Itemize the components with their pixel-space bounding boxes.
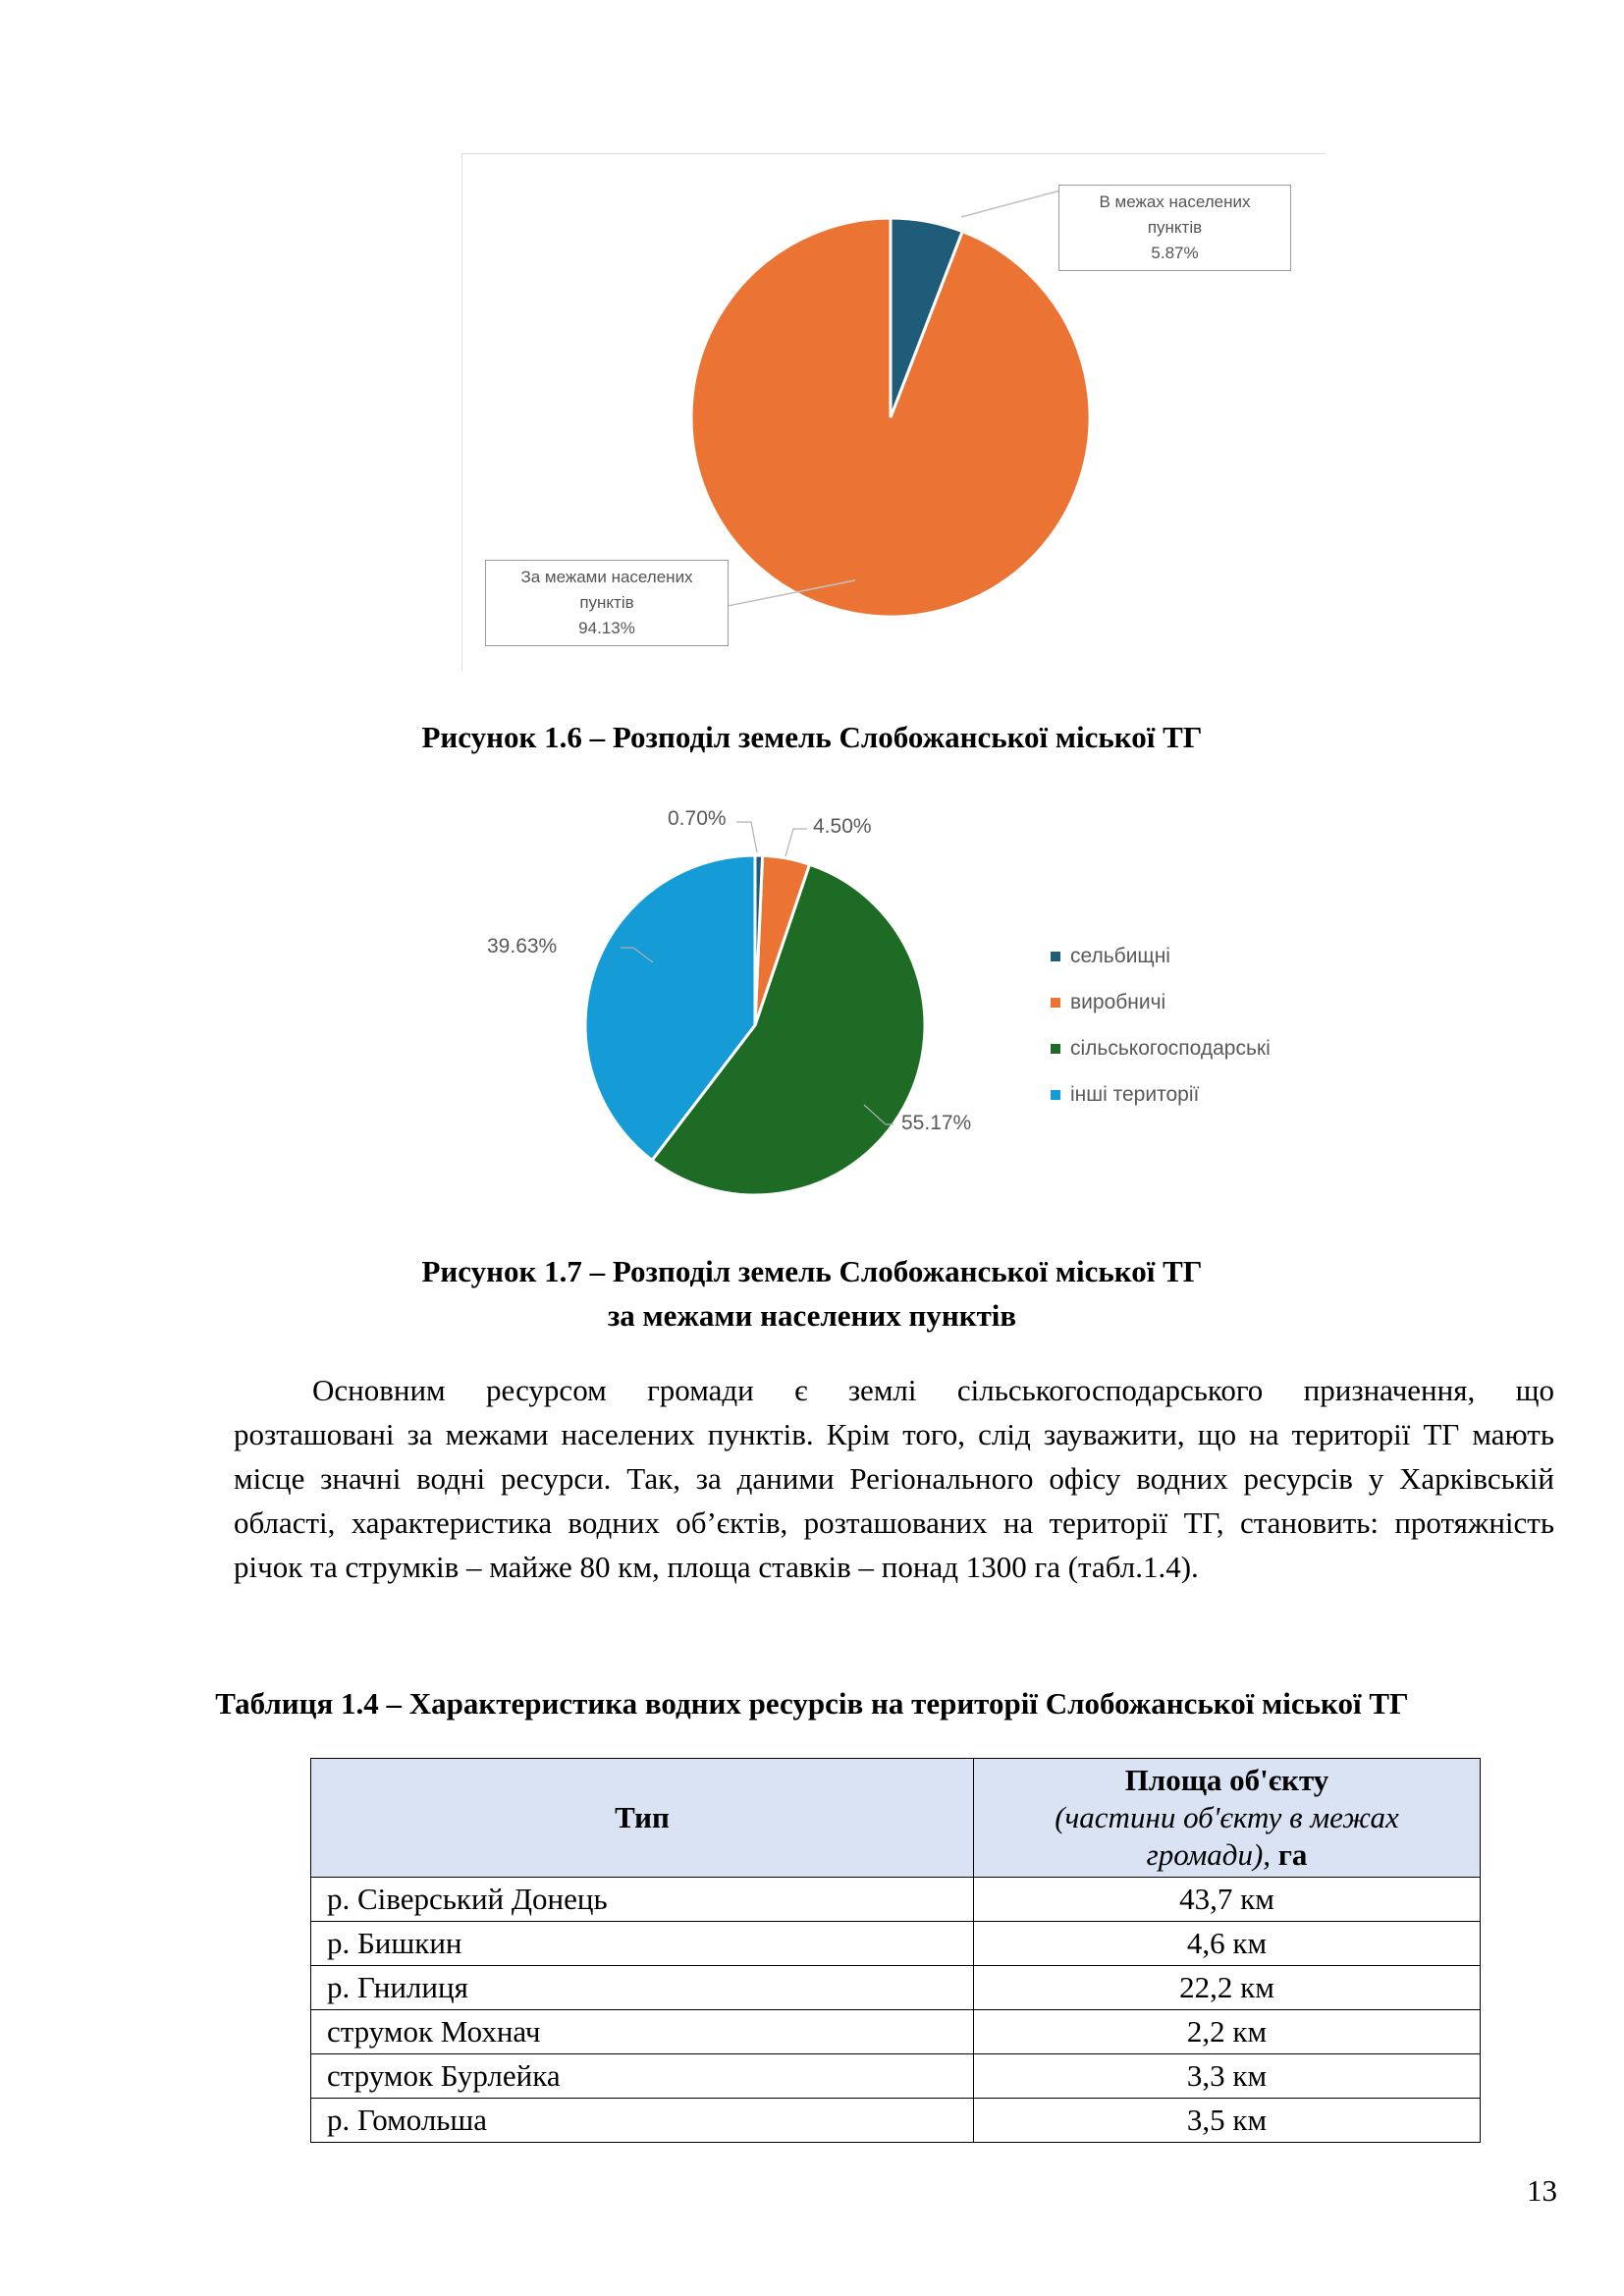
table-body	[311, 1878, 1481, 2143]
header-area-main: Площа об'єкту	[1124, 1763, 1329, 1797]
legend-label: виробничі	[1070, 990, 1166, 1013]
page-number: 13	[1527, 2173, 1557, 2208]
legend-swatch	[1051, 952, 1060, 961]
table-row	[311, 2010, 1481, 2054]
callout-leader-line	[961, 188, 1071, 217]
callout-outside-settlements	[485, 560, 729, 646]
cell-value: 43,7 км	[974, 1878, 1481, 1922]
legend-swatch	[1051, 1044, 1060, 1054]
slice-label: 0.70%	[668, 807, 727, 830]
legend-label: інші території	[1070, 1082, 1200, 1106]
paragraph-rest: розташовані за межами населених пунктів. Крім того, слід зауважити, що на території ТГ мають місце значні водні ресурси. Так, за даними Регіонального офісу водних ресурсів у Харківській області, характеристика водних об’єктів, розташованих на території ТГ, становить: протяжність річок та струмків – майже 80 км, площа ставків – понад 1300 га (табл.1.4).	[234, 1417, 1554, 1584]
paragraph-first-line: Основним ресурсом громади є землі сільськогосподарського призначення, що	[312, 1373, 1554, 1407]
legend-swatch	[1051, 1090, 1060, 1100]
table-row	[311, 1966, 1481, 2010]
cell-value: 22,2 км	[974, 1966, 1481, 2010]
table-row	[311, 1878, 1481, 1922]
body-paragraph	[234, 1368, 1554, 1589]
header-area	[974, 1759, 1481, 1878]
cell-type: струмок Мохнач	[311, 2010, 974, 2054]
cell-value: 3,3 км	[974, 2054, 1481, 2099]
callout-line: За межами населених	[520, 568, 693, 586]
callout-percent: 94.13%	[578, 619, 635, 637]
table-row	[311, 2054, 1481, 2099]
slice-label: 4.50%	[813, 815, 872, 838]
table-title: Таблиця 1.4 – Характеристика водних ресурсів на території Слобожанської міської ТГ	[215, 1686, 1409, 1721]
legend-item	[1051, 1025, 1271, 1071]
legend-swatch	[1051, 998, 1060, 1008]
legend-item	[1051, 1071, 1271, 1118]
cell-type: струмок Бурлейка	[311, 2054, 974, 2099]
cell-value: 3,5 км	[974, 2099, 1481, 2143]
pie-chart-1-7	[471, 786, 1335, 1208]
figure-1-6-caption: Рисунок 1.6 – Розподіл земель Слобожанської міської ТГ	[421, 720, 1203, 754]
label-leader-line	[736, 822, 757, 852]
legend-label: сельбищні	[1070, 944, 1170, 967]
header-area-sub	[974, 1799, 1480, 1874]
callout-line: В межах населених	[1099, 192, 1251, 211]
figure-1-7-caption-line1: Рисунок 1.7 – Розподіл земель Слобожанської міської ТГ	[421, 1254, 1203, 1288]
slice-label: 39.63%	[487, 935, 558, 957]
header-area-unit: га	[1277, 1837, 1308, 1872]
cell-value: 2,2 км	[974, 2010, 1481, 2054]
label-leader-line	[785, 829, 807, 856]
table-row	[311, 2099, 1481, 2143]
legend-label: сільськогосподарські	[1070, 1036, 1271, 1060]
table-header-row	[311, 1759, 1481, 1878]
cell-type: р. Бишкин	[311, 1922, 974, 1966]
cell-type: р. Сіверський Донець	[311, 1878, 974, 1922]
cell-type: р. Гомольша	[311, 2099, 974, 2143]
callout-line: пунктів	[1147, 218, 1203, 237]
chart-legend	[1051, 933, 1271, 1118]
header-area-sub-text: (частини об'єкту в межах громади),	[1055, 1800, 1399, 1872]
callout-percent: 5.87%	[1151, 244, 1199, 262]
legend-item	[1051, 933, 1271, 979]
callout-inside-settlements	[1058, 185, 1291, 271]
water-resources-table	[310, 1758, 1481, 2143]
header-type: Тип	[311, 1759, 974, 1878]
slice-label: 55.17%	[901, 1112, 972, 1134]
cell-value: 4,6 км	[974, 1922, 1481, 1966]
figure-1-7-caption-line2: за межами населених пунктів	[607, 1298, 1017, 1333]
table-row	[311, 1922, 1481, 1966]
cell-type: р. Гнилиця	[311, 1966, 974, 2010]
legend-item	[1051, 979, 1271, 1025]
pie-chart-1-6	[461, 153, 1326, 670]
callout-line: пунктів	[579, 593, 634, 612]
